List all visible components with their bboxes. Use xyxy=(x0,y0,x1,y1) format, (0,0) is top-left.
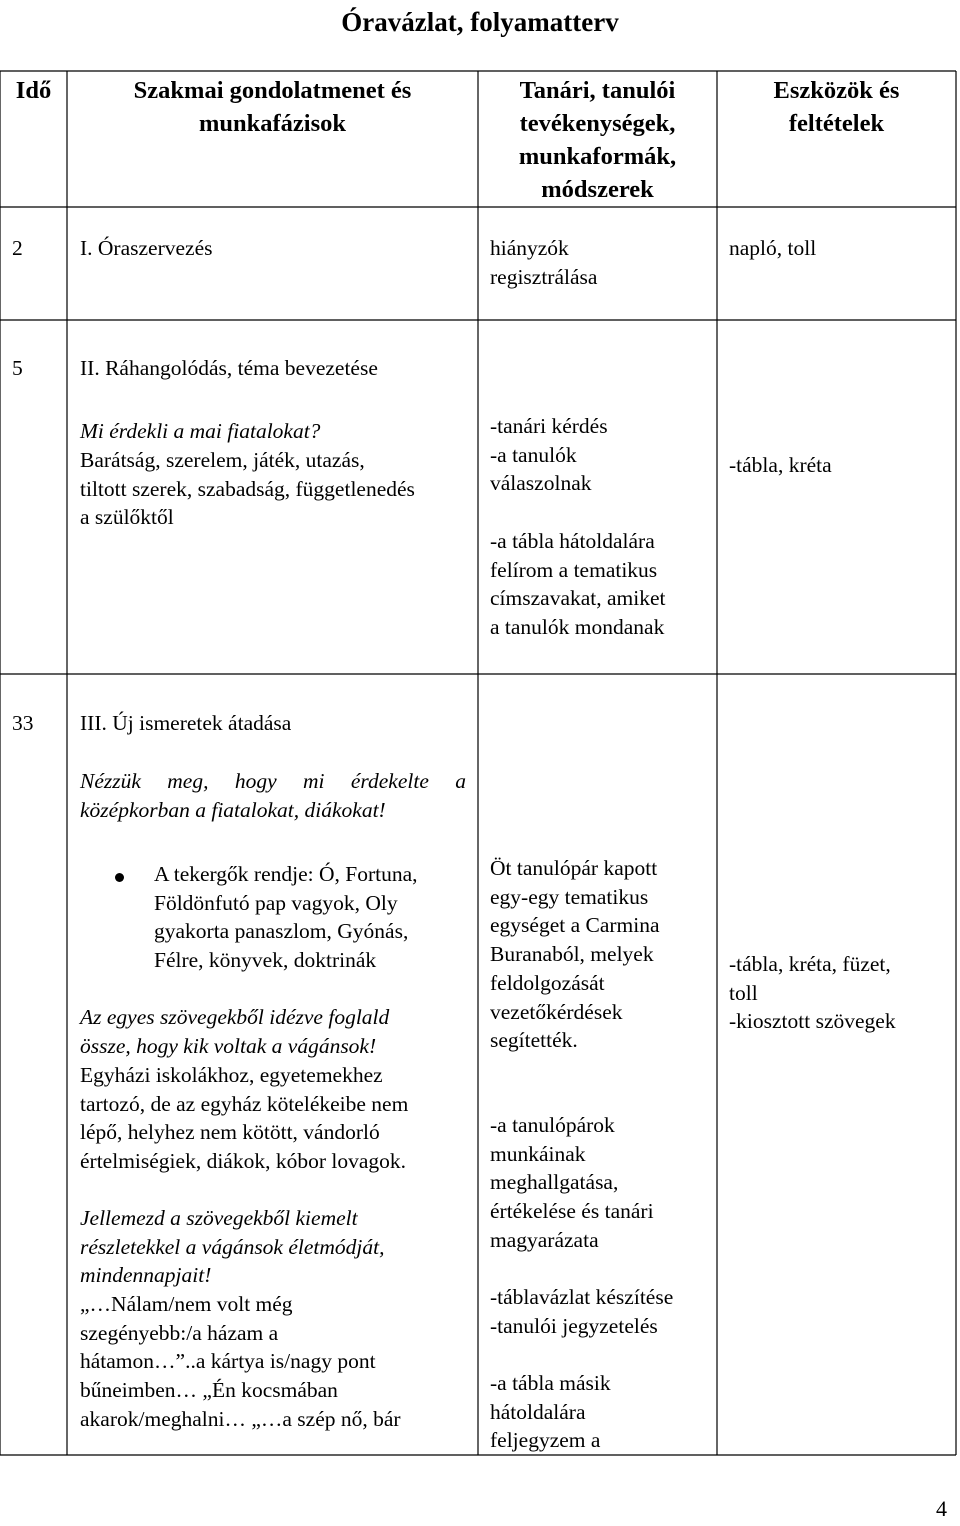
row3-time: 33 xyxy=(12,711,34,735)
bullet-icon xyxy=(115,873,124,882)
row1-activity: hiányzók regisztrálása xyxy=(490,236,598,289)
page-title: Óravázlat, folyamatterv xyxy=(341,7,619,37)
row1-time: 2 xyxy=(12,236,23,260)
row2-tools: -tábla, kréta xyxy=(729,453,832,477)
row3-activity-d: -a tábla másik hátoldalára feljegyzem a xyxy=(490,1371,611,1453)
row3-bullet-text: A tekergők rendje: Ó, Fortuna, Földönfutó pap vagyok, Oly gyakorta panaszlom, Gyónás, Félre, könyvek, doktrinák xyxy=(154,862,418,973)
row3-answer1: Egyházi iskolákhoz, egyetemekhez tartozó, de az egyház kötelékeibe nem lépő, helyhez nem kötött, vándorló értelmiségiek, diákok, kóbor lovagok. xyxy=(80,1063,409,1174)
row2-question: Mi érdekli a mai fiatalokat? xyxy=(80,419,321,443)
header-tanari: Tanári, tanulói tevékenységek, munkaformák, módszerek xyxy=(518,77,677,203)
header-szakmai: Szakmai gondolatmenet és munkafázisok xyxy=(133,77,412,137)
row1-tools: napló, toll xyxy=(729,236,817,260)
row3-tools: -tábla, kréta, füzet, toll -kiosztott szövegek xyxy=(729,952,896,1034)
row3-phase: III. Új ismeretek átadása xyxy=(80,711,292,735)
row3-quotes: „…Nálam/nem volt még szegényebb:/a házam a hátamon…”..a kártya is/nagy pont bűneimben… „Én kocsmában akarok/meghalni… „…a szép nő, bár xyxy=(80,1292,401,1431)
row2-activity-b: -a tábla hátoldalára felírom a tematikus címszavakat, amiket a tanulók mondanak xyxy=(490,529,666,640)
row3-task1: Az egyes szövegekből idézve foglald össze, hogy kik voltak a vágánsok! xyxy=(80,1005,390,1058)
row3-activity-a: Öt tanulópár kapott egy-egy tematikus egységet a Carmina Buranaból, melyek feldolgozását vezetőkérdések segítették. xyxy=(490,856,660,1053)
row3-intro: Nézzük meg, hogy mi érdekelte a középkorban a fiatalokat, diákokat! xyxy=(80,769,466,822)
header-eszkozok: Eszközök és feltételek xyxy=(773,77,900,137)
row2-activity-a: -tanári kérdés -a tanulók válaszolnak xyxy=(490,414,608,496)
row3-activity-c: -táblavázlat készítése -tanulói jegyzetelés xyxy=(490,1285,674,1338)
row1-phase: I. Óraszervezés xyxy=(80,236,213,260)
row2-time: 5 xyxy=(12,356,23,380)
header-ido: Idő xyxy=(15,77,52,104)
page-number: 4 xyxy=(936,1496,947,1521)
row2-phase: II. Ráhangolódás, téma bevezetése xyxy=(80,356,378,380)
row3-activity-b: -a tanulópárok munkáinak meghallgatása, értékelése és tanári magyarázata xyxy=(490,1113,654,1252)
row2-topics: Barátság, szerelem, játék, utazás, tiltott szerek, szabadság, függetlenedés a szülőktől xyxy=(80,448,415,530)
row3-task2: Jellemezd a szövegekből kiemelt részletekkel a vágánsok életmódját, mindennapjait! xyxy=(80,1206,385,1288)
